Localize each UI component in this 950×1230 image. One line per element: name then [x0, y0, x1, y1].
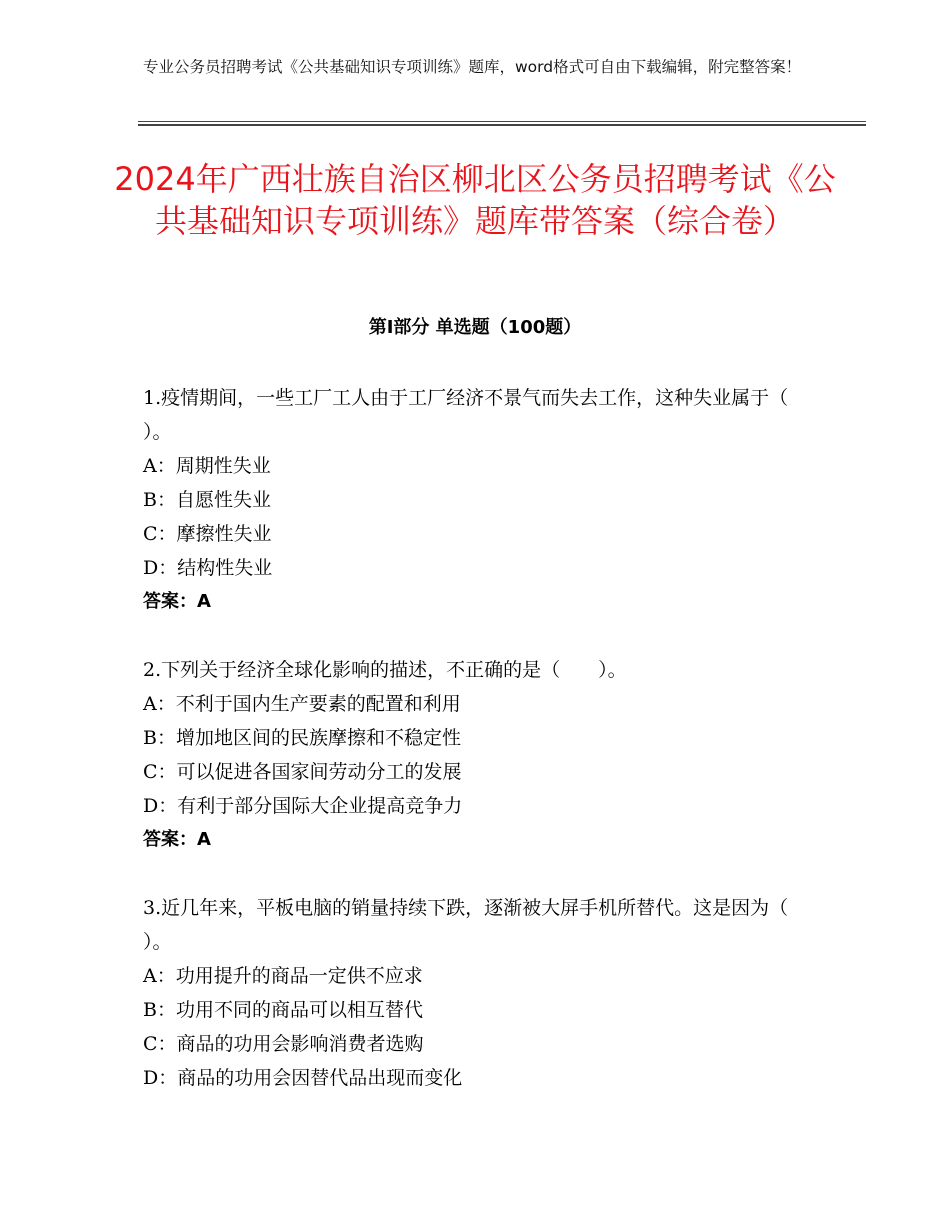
option-a: A：功用提升的商品一定供不应求: [143, 965, 423, 987]
option-a: A：周期性失业: [143, 455, 271, 477]
question-2: [143, 653, 803, 857]
option-b: B：增加地区间的民族摩擦和不稳定性: [143, 727, 461, 749]
question-stem: 2.下列关于经济全球化影响的描述，不正确的是（ ）。: [143, 659, 627, 681]
option-a: A：不利于国内生产要素的配置和利用: [143, 693, 461, 715]
question-3: [143, 891, 827, 1095]
option-b: B：功用不同的商品可以相互替代: [143, 999, 423, 1021]
document-title: 2024年广西壮族自治区柳北区公务员招聘考试《公共基础知识专项训练》题库带答案（综合卷）: [114, 160, 836, 240]
answer: 答案：A: [143, 829, 211, 850]
option-d: D：结构性失业: [143, 557, 273, 579]
option-d: D：有利于部分国际大企业提高竞争力: [143, 795, 463, 817]
answer: 答案：A: [143, 591, 211, 612]
section-title: 第Ⅰ部分 单选题（100题）: [368, 317, 582, 338]
header-note: 专业公务员招聘考试《公共基础知识专项训练》题库，word格式可自由下载编辑，附完整答案！: [143, 58, 802, 76]
question-stem: 1.疫情期间，一些工厂工人由于工厂经济不景气而失去工作，这种失业属于（ ）。: [143, 387, 827, 443]
option-b: B：自愿性失业: [143, 489, 271, 511]
header-divider: [138, 121, 866, 126]
option-c: C：商品的功用会影响消费者选购: [143, 1033, 424, 1055]
option-d: D：商品的功用会因替代品出现而变化: [143, 1067, 463, 1089]
option-c: C：摩擦性失业: [143, 523, 272, 545]
question-1: [143, 381, 827, 619]
question-list: [143, 381, 827, 1129]
question-stem: 3.近几年来，平板电脑的销量持续下跌，逐渐被大屏手机所替代。这是因为（ ）。: [143, 897, 827, 953]
option-c: C：可以促进各国家间劳动分工的发展: [143, 761, 462, 783]
